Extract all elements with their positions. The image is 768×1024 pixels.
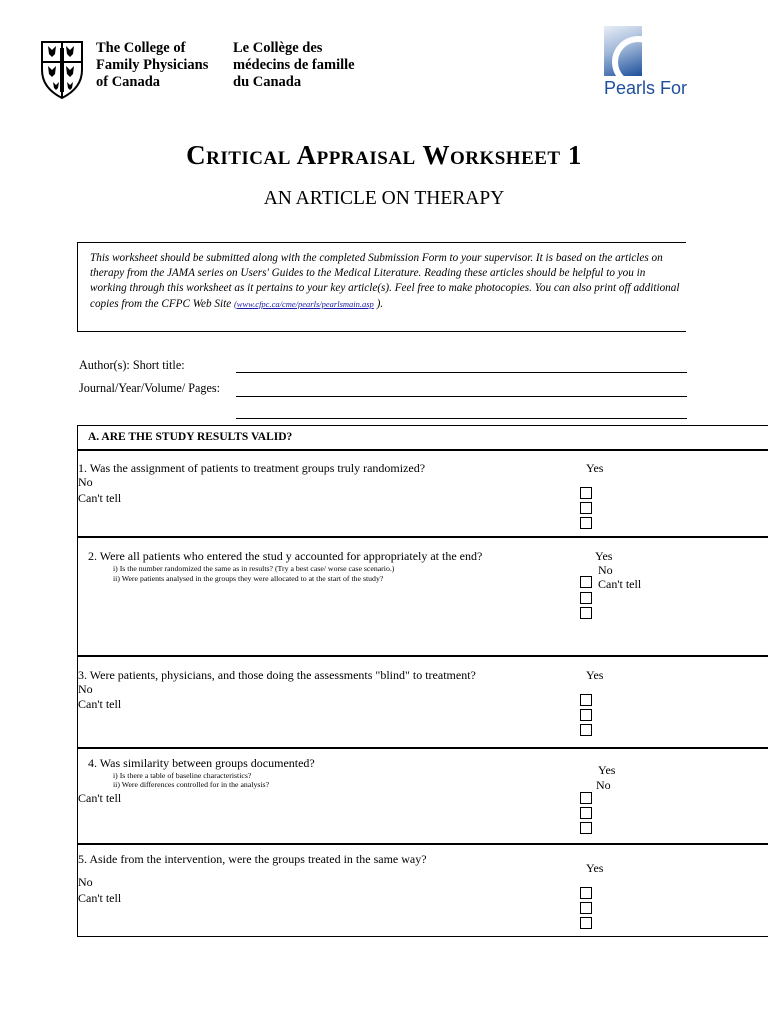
question-1 — [77, 449, 768, 538]
question-2-cant-checkbox[interactable] — [580, 607, 592, 619]
question-5-cant-checkbox[interactable] — [580, 917, 592, 929]
authors-line[interactable] — [236, 372, 687, 373]
question-1-yes-label: Yes — [586, 461, 604, 475]
cfpc-crest-logo — [40, 40, 84, 100]
question-2-yes-label: Yes — [595, 549, 613, 563]
question-3-no-checkbox[interactable] — [580, 709, 592, 721]
college-name-en: The College of Family Physicians of Canada — [96, 40, 209, 90]
cfpc-website-link[interactable]: (www.cfpc.ca/cme/pearls/pearlsmain.asp — [233, 298, 374, 309]
question-3-cant-label: Can't tell — [78, 697, 122, 711]
question-2 — [77, 536, 768, 657]
question-1-no-label: No — [78, 475, 93, 489]
question-4-cant-label: Can't tell — [78, 791, 122, 805]
page-subtitle: AN ARTICLE ON THERAPY — [263, 188, 505, 209]
question-2-no-checkbox[interactable] — [580, 592, 592, 604]
question-1-no-checkbox[interactable] — [580, 502, 592, 514]
pearls-logo-text: Pearls For — [604, 78, 688, 98]
question-2-sub-1: i) Is the number randomized the same as in results? (Try a best case/ worse case scenario.) — [113, 564, 395, 573]
question-5 — [77, 843, 768, 937]
question-4-yes-checkbox[interactable] — [580, 792, 592, 804]
question-4-sub-1: i) Is there a table of baseline characteristics? — [113, 771, 252, 780]
question-3-yes-label: Yes — [586, 668, 604, 682]
intro-text: This worksheet should be submitted along with the completed Submission Form to your supervisor. It is based on the articles on therapy from the JAMA series on Users' Guides to the Medical Literature. Reading these articles should be helpful to you in working through this worksheet as it pertains to your key article(s). Feel free to make photocopies. You can also print off additional copies from the CFPC Web Site (www.cfpc.ca/cme/pearls/pearlsmain.asp ). — [90, 252, 680, 310]
question-5-yes-label: Yes — [586, 861, 604, 875]
question-2-sub-2: ii) Were patients analysed in the groups they were allocated to at the start of the study? — [113, 574, 384, 583]
college-name-fr: Le Collège des médecins de famille du Canada — [233, 40, 355, 90]
question-3-cant-checkbox[interactable] — [580, 724, 592, 736]
question-1-text: 1. Was the assignment of patients to treatment groups truly randomized? — [78, 461, 426, 475]
question-1-cant-label: Can't tell — [78, 491, 122, 505]
question-4 — [77, 747, 768, 845]
section-a-header — [77, 425, 768, 451]
question-5-text: 5. Aside from the intervention, were the groups treated in the same way? — [78, 852, 427, 866]
section-a-heading: A. ARE THE STUDY RESULTS VALID? — [88, 431, 293, 443]
question-4-no-checkbox[interactable] — [580, 807, 592, 819]
question-3-yes-checkbox[interactable] — [580, 694, 592, 706]
journal-line[interactable] — [236, 396, 687, 397]
journal-label: Journal/Year/Volume/ Pages: — [79, 381, 221, 395]
question-4-sub-2: ii) Were differences controlled for in the analysis? — [113, 780, 270, 789]
question-5-no-label: No — [78, 875, 93, 889]
question-2-text: 2. Were all patients who entered the stud y accounted for appropriately at the end? — [88, 549, 483, 563]
page-title: Critical Appraisal Worksheet 1 — [186, 140, 582, 170]
question-5-no-checkbox[interactable] — [580, 902, 592, 914]
question-2-no-label: No — [598, 563, 613, 577]
question-3-text: 3. Were patients, physicians, and those doing the assessments "blind" to treatment? — [78, 668, 476, 682]
question-5-cant-label: Can't tell — [78, 891, 122, 905]
authors-label: Author(s): Short title: — [79, 358, 185, 372]
pearls-logo — [604, 26, 688, 102]
question-2-cant-label: Can't tell — [598, 577, 642, 591]
question-4-cant-checkbox[interactable] — [580, 822, 592, 834]
intro-box — [77, 242, 686, 332]
question-1-cant-checkbox[interactable] — [580, 517, 592, 529]
question-3-no-label: No — [78, 682, 93, 696]
question-5-yes-checkbox[interactable] — [580, 887, 592, 899]
question-4-no-label: No — [596, 778, 611, 792]
question-2-yes-checkbox[interactable] — [580, 576, 592, 588]
extra-line[interactable] — [236, 418, 687, 419]
question-1-yes-checkbox[interactable] — [580, 487, 592, 499]
question-3 — [77, 655, 768, 749]
question-4-text: 4. Was similarity between groups documented? — [88, 756, 315, 770]
question-4-yes-label: Yes — [598, 763, 616, 777]
